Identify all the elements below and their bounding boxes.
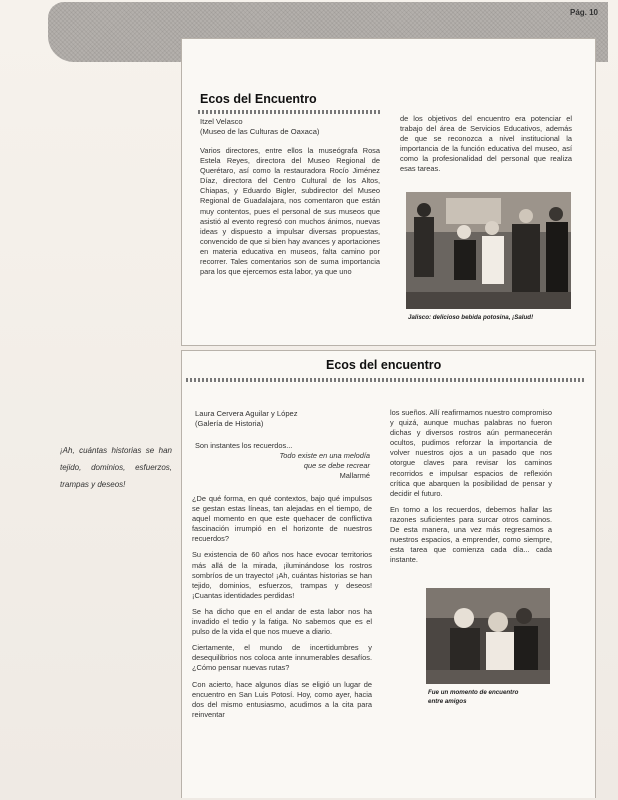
article2-title: Ecos del encuentro [326, 358, 442, 372]
photo-caption: Jalisco: delicioso bebida potosina, ¡Salud! [408, 314, 534, 321]
epigraph-line: Todo existe en una melodía [279, 451, 370, 460]
article1-author [200, 117, 319, 137]
article2-column-1 [192, 494, 372, 726]
paragraph: Con acierto, hace algunos días se eligió un lugar de encuentro en San Luis Potosí. Hoy, como ayer, hacia dos del mismo entusiasmo, acudimos a la cita para reinventar [192, 679, 372, 719]
photo-toast [406, 192, 571, 309]
epigraph-line: que se debe recrear [303, 461, 370, 470]
photo-friends [426, 588, 550, 684]
paragraph: los sueños. Allí reafirmamos nuestro compromiso y quizá, aunque muchas palabras no fueron dichas y diversos rostros aún permanecerán ocultos, pudimos reforzar la importancia de volver nuestros ojos a un pasado que nos otorgue claves para revisar los caminos recorridos e impulsar espacios de reflexión crítica que abarquen la posibilidad de pensar y decidir el futuro. [390, 408, 552, 498]
paragraph: Se ha dicho que en el andar de esta labor nos ha invadido el tedio y la fatiga. No sabemos que es el pulso de la vida el que nos mueve a diario. [192, 606, 372, 637]
photo-caption [428, 688, 518, 706]
paragraph: En torno a los recuerdos, debemos hallar las razones suficientes para surcar otros caminos. De esta manera, una vez más regresamos a nuestros espacios, a emprender, como siempre, esta tarea que comienza cada día... cada instante. [390, 504, 552, 565]
article1-title: Ecos del Encuentro [200, 92, 317, 106]
epigraph [195, 441, 370, 481]
article1-column-2 [400, 114, 572, 181]
side-pull-quote: ¡Ah, cuántas historias se han tejido, dominios, esfuerzos, trampas y deseos! [60, 446, 172, 489]
title-underline [198, 110, 381, 114]
author-name: Laura Cervera Aguilar y López [195, 409, 298, 418]
paragraph: Su existencia de 60 años nos hace evocar territorios más allá de la mirada, ¡iluminándose los rostros sombríos de un trayecto! ¡Ah, cuántas historias se han tejido, dominios, esfuerzos, trampas y deseos! ¡Cuantas identidades perdidas! [192, 550, 372, 600]
paragraph: ¿De qué forma, en qué contextos, bajo qué impulsos se gestan estas líneas, tan alejadas en el tiempo, de aquel momento en que este quehacer de conflictiva fascinación irrumpió en el horizonte de nuestros recuerdos? [192, 494, 372, 544]
paragraph: Ciertamente, el mundo de incertidumbres y desequilibrios nos coloca ante innumerables desafíos. ¿Cómo pensar nuevas rutas? [192, 643, 372, 673]
author-name: Itzel Velasco [200, 117, 243, 126]
title-rule [186, 378, 586, 382]
epigraph-attribution: Mallarmé [339, 471, 370, 480]
author-affiliation: (Galería de Historia) [195, 419, 264, 428]
caption-line: Fue un momento de encuentro [428, 689, 519, 696]
author-affiliation: (Museo de las Culturas de Oaxaca) [200, 127, 320, 136]
article2-column-2 [390, 408, 552, 571]
paragraph: Varios directores, entre ellos la museógrafa Rosa Estela Reyes, directora del Museo Regional de Querétaro, así como la restauradora Rocío Jiménez Díaz, directora del Centro Cultural de los Altos, Chiapas, y Eduardo Bigler, subdirector del Museo Regional de Guadalajara, nos comentaron que están muy contentos, pues el personal de sus museos que asistió al evento regresó con muchos ánimos, nuevas ideas y dispuesto a impulsar diversas propuestas, convencido de que si bien hay avances y aportaciones en materia educativa en museos, falta camino por recorrer. Tales comentarios son de suma importancia para los que ejercemos esta labor, ya que uno [200, 146, 380, 277]
article1-column-1 [200, 146, 380, 283]
epigraph-line: Son instantes los recuerdos... [195, 441, 293, 450]
page-number: Pág. 10 [569, 8, 598, 17]
article2-author [195, 409, 298, 429]
paragraph: de los objetivos del encuentro era potenciar el trabajo del área de Servicios Educativos, además de que se reconozca a nivel institucional la importancia de la función educativa del museo, así como la profesionalidad del personal que realiza esas tareas. [400, 114, 572, 174]
caption-line: entre amigos [428, 698, 467, 705]
